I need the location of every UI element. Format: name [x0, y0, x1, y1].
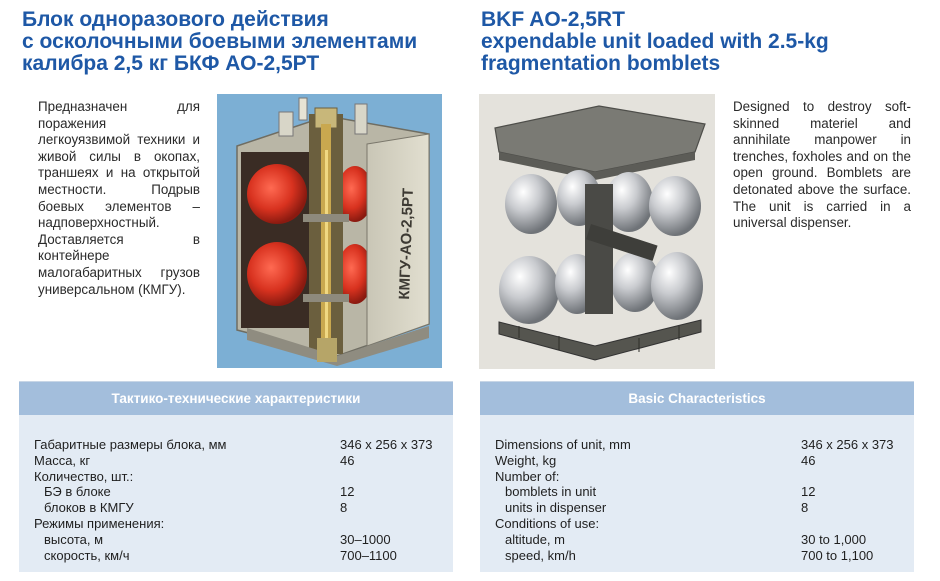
- spec-row: [480, 437, 914, 453]
- spec-panel-russian: [19, 381, 453, 572]
- title-russian: Блок одноразового действия с осколочными боевыми элементами калибра 2,5 кг БКФ АО-2,5РТ: [22, 8, 418, 75]
- spec-row: [480, 484, 914, 500]
- spec-label: скорость, км/ч: [44, 547, 130, 563]
- description-english: Designed to destroy soft-skinned materiel and annihilate manpower in trenches, foxholes and on the open ground. Bomblets are detonated above the surface. The unit is carried in a universal dispenser.: [733, 99, 911, 231]
- spec-value: 346 x 256 x 373: [801, 437, 894, 452]
- container-unit-image: [217, 94, 442, 368]
- photo-container-unit: [217, 94, 442, 368]
- spec-row: [480, 532, 914, 548]
- spec-label: Режимы применения:: [34, 515, 165, 531]
- spec-value: 30 to 1,000: [801, 531, 867, 547]
- title-english: BKF AO-2,5RT expendable unit loaded with 2.5-kg fragmentation bomblets: [481, 8, 829, 75]
- spec-row: [19, 548, 453, 564]
- description-russian: Предназначен для поражения легкоуязвимой техники и живой силы в окопах, траншеях и на открытой местности. Подрыв боевых элементов – надповерхностный. Доставляется в контейнере малогабаритных грузов универсальном (КМГУ).: [38, 99, 200, 297]
- spec-row: [480, 453, 914, 469]
- spec-row: [480, 516, 914, 532]
- spec-row: [480, 469, 914, 485]
- spec-row: [480, 500, 914, 516]
- spec-value: 700 to 1,100: [801, 547, 874, 563]
- spec-panel-english: [480, 381, 914, 572]
- bomblet-unit-image: [479, 94, 715, 369]
- spec-label: speed, km/h: [505, 547, 576, 563]
- spec-value: 8: [340, 500, 348, 516]
- spec-value: 346 x 256 x 373: [340, 437, 433, 452]
- photo-marking-text: КМГУ-АО-2,5РТ: [396, 187, 417, 300]
- spec-header-english: Basic Characteristics: [480, 382, 914, 415]
- spec-label: altitude, m: [505, 531, 565, 547]
- spec-table-english: [480, 437, 914, 563]
- spec-label: БЭ в блоке: [44, 484, 111, 500]
- spec-label: Количество, шт.:: [34, 468, 134, 484]
- spec-row: [19, 469, 453, 485]
- spec-label: Масса, кг: [34, 452, 91, 468]
- spec-label: Weight, kg: [495, 452, 557, 468]
- spec-value: 8: [801, 500, 809, 516]
- spec-row: [19, 453, 453, 469]
- spec-label: Conditions of use:: [495, 515, 600, 531]
- spec-row: [19, 437, 453, 453]
- spec-value: 12: [340, 484, 355, 500]
- spec-label: Габаритные размеры блока, мм: [34, 437, 227, 452]
- spec-label: Dimensions of unit, mm: [495, 437, 631, 452]
- photo-bomblet-unit: [479, 94, 715, 369]
- spec-label: блоков в КМГУ: [44, 500, 134, 516]
- spec-value: 46: [340, 452, 355, 468]
- spec-value: 12: [801, 484, 816, 500]
- spec-label: bomblets in unit: [505, 484, 597, 500]
- spec-row: [19, 532, 453, 548]
- spec-value: 30–1000: [340, 531, 391, 547]
- spec-label: высота, м: [44, 531, 104, 547]
- spec-label: Number of:: [495, 468, 560, 484]
- spec-label: units in dispenser: [505, 500, 607, 516]
- spec-row: [19, 484, 453, 500]
- spec-header-russian: Тактико-технические характеристики: [19, 382, 453, 415]
- spec-row: [19, 516, 453, 532]
- spec-value: 700–1100: [340, 547, 397, 563]
- spec-row: [480, 548, 914, 564]
- spec-value: 46: [801, 452, 816, 468]
- spec-table-russian: [19, 437, 453, 563]
- spec-row: [19, 500, 453, 516]
